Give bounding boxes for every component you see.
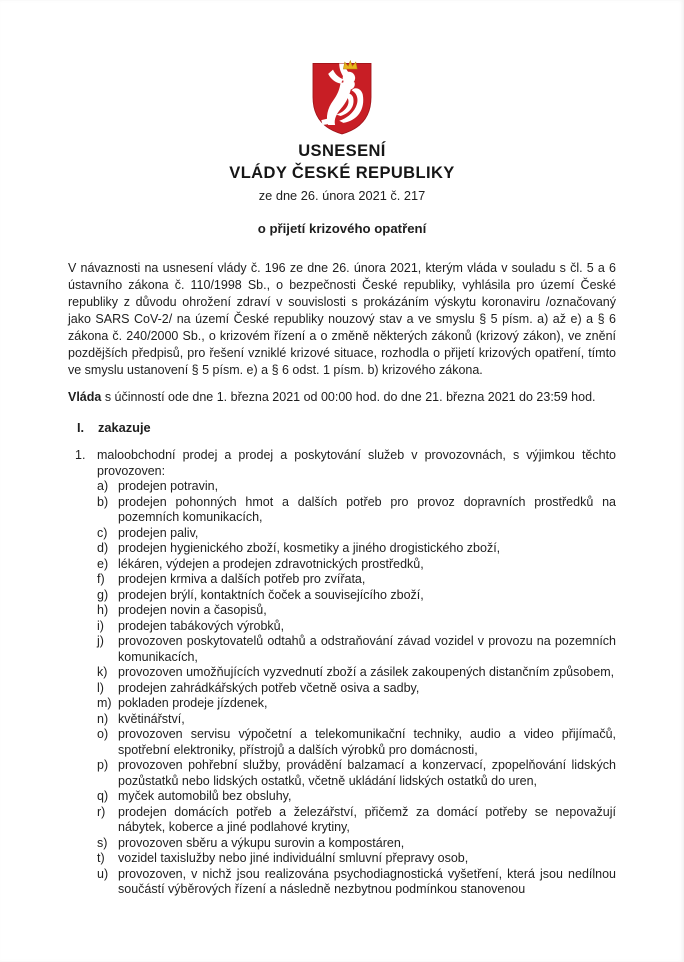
sub-item-letter: u): [97, 866, 109, 881]
preamble-paragraph: V návaznosti na usnesení vlády č. 196 ze dne 26. února 2021, kterým vláda v souladu s čl. 5 a 6 ústavního zákona č. 110/1998 Sb., o bezpečnosti České republiky, vyhlásila pro území České republiky z důvodu ohrožení zdraví v souvislosti s prokázáním výskytu koronaviru /označovaný jako SARS CoV-2/ na území České republiky nouzový stav a ve smyslu § 5 písm. a) až e) a § 6 zákona č. 240/2000 Sb., o krizovém řízení a o změně některých zákonů (krizový zákon), ve znění pozdějších předpisů, pro řešení vzniklé krizové situace, rozhodla o přijetí krizových opatření, tímto ve smyslu ustanovení § 5 písm. e) a § 6 odst. 1 písm. b) krizového zákona.: [68, 261, 616, 377]
sub-item-text: květinářství,: [118, 711, 185, 726]
sub-list-item: [68, 572, 616, 588]
sub-item-letter: k): [97, 665, 108, 679]
sub-item-text: provozoven pohřební služby, provádění balzamací a konzervací, zpopelňování lidských pozůstatků nebo lidských ostatků, včetně ukládání lidských ostatků do uren,: [118, 758, 616, 788]
sub-item-letter: g): [97, 587, 109, 602]
sub-item-letter: i): [97, 618, 104, 633]
sub-item-text: provozoven umožňujících vyzvednutí zboží a zásilek zakoupených distančním způsobem,: [118, 665, 615, 679]
sub-item-letter: o): [97, 727, 109, 741]
exception-sub-list: [68, 479, 616, 898]
document-title-line2: VLÁDY ČESKÉ REPUBLIKY: [229, 164, 455, 182]
sub-list-item: [68, 712, 616, 728]
sub-item-text: prodejen tabákových výrobků,: [118, 618, 285, 633]
document-subject: o přijetí krizového opatření: [257, 221, 427, 236]
sub-item-letter: b): [97, 494, 109, 509]
list-item-1-text: maloobchodní prodej a prodej a poskytování služeb v provozovnách, s výjimkou těchto provozoven:: [97, 448, 616, 478]
effective-period-paragraph: [68, 389, 616, 406]
sub-list-item: [68, 619, 616, 635]
sub-item-letter: l): [97, 680, 104, 695]
sub-item-text: provozoven servisu výpočetní a telekomunikační techniky, audio a video přijímačů, spotřební elektroniky, přístrojů a dalších výrobků pro domácnosti,: [118, 727, 616, 757]
document-header: [68, 140, 616, 237]
sub-list-item: [68, 851, 616, 867]
section-label: zakazuje: [98, 420, 151, 435]
section-numeral: I.: [77, 420, 85, 435]
sub-list-item: [68, 758, 616, 789]
list-item-1: [68, 447, 616, 479]
sub-item-text: provozoven, v nichž jsou realizována psychodiagnostická vyšetření, která jsou nedílnou součástí výběrových řízení a následně nezbytnou podmínkou stanovenou: [118, 866, 616, 896]
sub-item-text: vozidel taxislužby nebo jiné individuální smluvní přepravy osob,: [118, 851, 469, 865]
sub-item-text: provozoven sběru a výkupu surovin a kompostáren,: [118, 835, 405, 850]
sub-list-item: [68, 634, 616, 665]
sub-item-text: prodejen zahrádkářských potřeb včetně osiva a sadby,: [118, 680, 420, 695]
sub-list-item: [68, 805, 616, 836]
sub-item-letter: a): [97, 479, 109, 493]
sub-item-letter: c): [97, 525, 108, 540]
sub-item-text: prodejen novin a časopisů,: [118, 603, 267, 617]
crown-shape: [343, 61, 357, 69]
sub-item-letter: h): [97, 603, 109, 617]
sub-list-item: [68, 681, 616, 697]
sub-item-text: myček automobilů bez obsluhy,: [118, 789, 292, 803]
sub-item-letter: j): [97, 634, 104, 648]
sub-item-text: pokladen prodeje jízdenek,: [118, 696, 268, 710]
sub-list-item: [68, 588, 616, 604]
document-date-and-number: ze dne 26. února 2021 č. 217: [258, 188, 426, 203]
sub-list-item: [68, 479, 616, 495]
sub-item-text: prodejen krmiva a dalších potřeb pro zvířata,: [118, 572, 366, 586]
sub-item-text: prodejen paliv,: [118, 525, 199, 540]
sub-list-item: [68, 696, 616, 712]
sub-item-text: provozoven poskytovatelů odtahů a odstraňování závad vozidel v provozu na pozemních komunikacích,: [118, 634, 616, 664]
sub-list-item: [68, 665, 616, 681]
sub-list-item: [68, 836, 616, 852]
sub-list-item: [68, 727, 616, 758]
sub-list-item: [68, 495, 616, 526]
effective-lead-word: Vláda: [68, 390, 102, 404]
sub-item-letter: p): [97, 758, 109, 772]
sub-item-letter: m): [97, 696, 112, 710]
sub-item-letter: q): [97, 789, 109, 803]
sub-list-item: [68, 541, 616, 557]
sub-item-letter: n): [97, 711, 109, 726]
sub-list-item: [68, 526, 616, 542]
sub-list-item: [68, 603, 616, 619]
sub-item-letter: f): [97, 572, 105, 586]
czech-coat-of-arms-icon: [307, 60, 377, 136]
sub-item-text: prodejen hygienického zboží, kosmetiky a jiného drogistického zboží,: [118, 541, 501, 555]
section-heading-prohibits: [68, 419, 616, 436]
sub-item-text: prodejen potravin,: [118, 479, 219, 493]
sub-item-text: prodejen domácích potřeb a železářství, přičemž za domácí potřeby se nepovažují nábytek, koberce a jiné podlahové krytiny,: [118, 804, 616, 834]
list-item-1-number: 1.: [75, 448, 86, 462]
sub-item-text: lékáren, výdejen a prodejen zdravotnických prostředků,: [118, 556, 424, 571]
document-title-line1: USNESENÍ: [298, 142, 386, 160]
sub-list-item: [68, 557, 616, 573]
sub-list-item: [68, 867, 616, 898]
sub-item-letter: d): [97, 541, 109, 555]
sub-list-item: [68, 789, 616, 805]
sub-item-letter: e): [97, 556, 109, 571]
sub-item-letter: s): [97, 835, 108, 850]
sub-item-letter: t): [97, 851, 105, 865]
sub-item-text: prodejen pohonných hmot a dalších potřeb pro provoz dopravních prostředků na pozemních komunikacích,: [118, 494, 616, 524]
sub-item-letter: r): [97, 804, 106, 819]
document-body: [0, 140, 684, 898]
sub-item-text: prodejen brýlí, kontaktních čoček a souvisejícího zboží,: [118, 587, 424, 602]
effective-period-text: s účinností ode dne 1. března 2021 od 00:00 hod. do dne 21. března 2021 do 23:59 hod.: [101, 390, 596, 404]
